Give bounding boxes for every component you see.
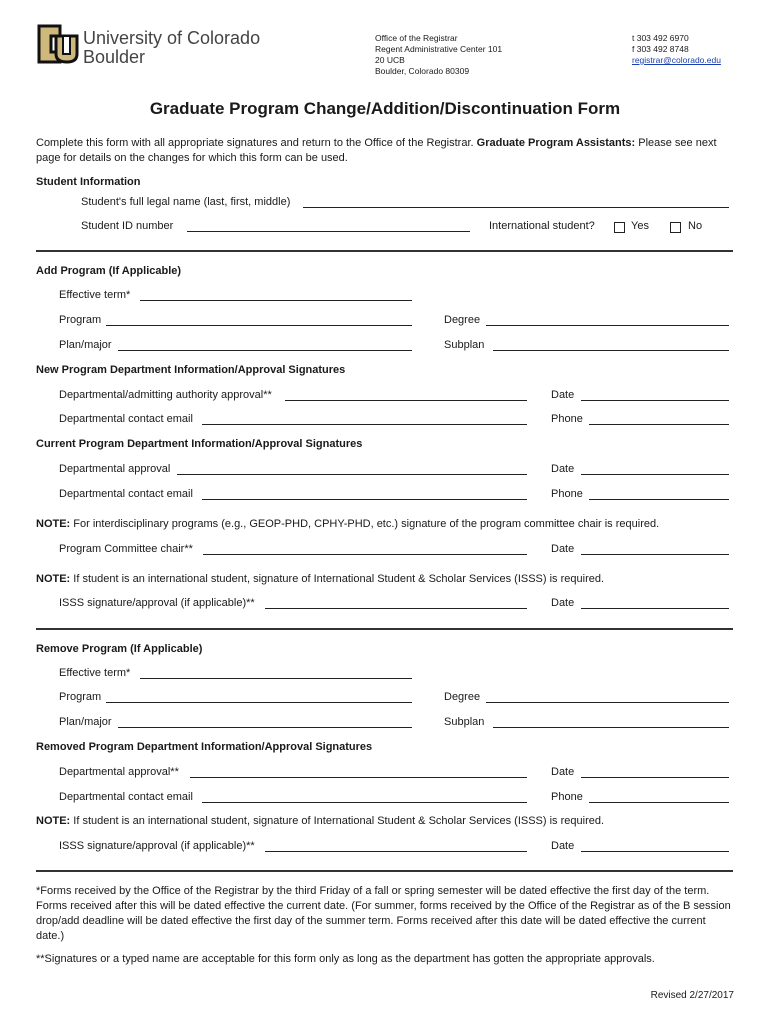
note-label: NOTE: — [36, 815, 71, 827]
add-plan-major-label: Plan/major — [59, 339, 112, 351]
note-label: NOTE: — [36, 518, 71, 530]
new-dept-approval-label: Departmental/admitting authority approval** — [59, 389, 272, 401]
removed-dept-email-field[interactable] — [202, 802, 527, 803]
add-program-label: Program — [59, 314, 102, 326]
removed-dept-date-field[interactable] — [581, 777, 729, 778]
isss-date-label: Date — [551, 597, 575, 609]
removed-dept-heading: Removed Program Department Information/Approval Signatures — [36, 741, 373, 753]
new-dept-phone-label: Phone — [551, 413, 583, 425]
office-address — [375, 33, 502, 77]
remove-subplan-field[interactable] — [493, 727, 729, 728]
note-text: For interdisciplinary programs (e.g., GEOP-PHD, CPHY-PHD, etc.) signature of the program committee chair is required. — [70, 518, 660, 530]
section-divider — [36, 628, 733, 630]
removed-dept-approval-label: Departmental approval** — [59, 766, 179, 778]
isss-date-label: Date — [551, 840, 575, 852]
removed-dept-phone-label: Phone — [551, 791, 583, 803]
student-id-label: Student ID number — [81, 220, 174, 232]
new-dept-date-field[interactable] — [581, 400, 729, 401]
new-dept-phone-field[interactable] — [589, 424, 729, 425]
add-effective-term-field[interactable] — [140, 300, 412, 301]
current-dept-date-field[interactable] — [581, 474, 729, 475]
add-degree-field[interactable] — [486, 325, 729, 326]
add-subplan-label: Subplan — [444, 339, 485, 351]
intro-paragraph — [36, 136, 736, 166]
remove-effective-term-label: Effective term* — [59, 667, 131, 679]
removed-dept-email-label: Departmental contact email — [59, 791, 193, 803]
add-program-heading: Add Program (If Applicable) — [36, 265, 182, 277]
current-dept-approval-field[interactable] — [177, 474, 527, 475]
add-subplan-field[interactable] — [493, 350, 729, 351]
isss-date-field[interactable] — [581, 851, 729, 852]
new-dept-email-field[interactable] — [202, 424, 527, 425]
remove-degree-field[interactable] — [486, 702, 729, 703]
remove-subplan-label: Subplan — [444, 716, 485, 728]
cu-logo — [36, 22, 261, 68]
international-yes-checkbox[interactable] — [614, 222, 625, 233]
student-info-heading: Student Information — [36, 176, 141, 188]
current-dept-approval-label: Departmental approval — [59, 463, 171, 475]
current-dept-email-field[interactable] — [202, 499, 527, 500]
remove-degree-label: Degree — [444, 691, 481, 703]
note-label: NOTE: — [36, 573, 71, 585]
form-title: Graduate Program Change/Addition/Discontinuation Form — [149, 99, 621, 118]
cu-logo-icon — [36, 22, 80, 66]
note-text: If student is an international student, signature of International Student & Scholar Services (ISSS) is required. — [70, 815, 605, 827]
office-line: Office of the Registrar — [375, 33, 458, 43]
office-line: 20 UCB — [375, 55, 405, 65]
office-line: Regent Administrative Center 101 — [375, 44, 503, 54]
section-divider — [36, 250, 733, 252]
forms-footnote: *Forms received by the Office of the Registrar by the third Friday of a fall or spring semester will be dated effective the first day of the term. Forms received after this will be dated effective the current date. (For summer, forms received by the Office of the Registrar as of the B session drop/add deadline will be dated effective the first day of the summer term. Forms received after this date will be dated effective the current date.) — [36, 885, 731, 942]
removed-dept-approval-field[interactable] — [190, 777, 527, 778]
committee-date-field[interactable] — [581, 554, 729, 555]
section-divider — [36, 870, 733, 872]
remove-program-label: Program — [59, 691, 102, 703]
phone-number: t 303 492 6970 — [632, 33, 689, 43]
remove-effective-term-field[interactable] — [140, 678, 412, 679]
isss-note — [36, 573, 604, 585]
new-dept-email-label: Departmental contact email — [59, 413, 193, 425]
add-degree-label: Degree — [444, 314, 481, 326]
current-dept-phone-field[interactable] — [589, 499, 729, 500]
logo-text-2: Boulder — [83, 47, 146, 67]
revised-date: Revised 2/27/2017 — [650, 990, 734, 1001]
add-plan-major-field[interactable] — [118, 350, 412, 351]
isss-signature-field[interactable] — [265, 608, 527, 609]
committee-chair-field[interactable] — [203, 554, 527, 555]
intro-text-after: Please see next page for details on the changes for which this form can be used. — [36, 137, 717, 164]
student-name-label: Student's full legal name (last, first, middle) — [81, 196, 291, 208]
logo-text-1: University of Colorado — [83, 28, 261, 48]
isss-signature-field[interactable] — [265, 851, 527, 852]
current-dept-phone-label: Phone — [551, 488, 583, 500]
new-dept-approval-field[interactable] — [285, 400, 527, 401]
note-text: If student is an international student, signature of International Student & Scholar Services (ISSS) is required. — [70, 573, 605, 585]
add-effective-term-label: Effective term* — [59, 289, 131, 301]
current-dept-date-label: Date — [551, 463, 575, 475]
fax-number: f 303 492 8748 — [632, 44, 689, 54]
current-dept-email-label: Departmental contact email — [59, 488, 193, 500]
isss-date-field[interactable] — [581, 608, 729, 609]
international-no-checkbox[interactable] — [670, 222, 681, 233]
interdisciplinary-note — [36, 518, 659, 530]
remove-plan-major-label: Plan/major — [59, 716, 112, 728]
isss-note — [36, 815, 604, 827]
remove-program-heading: Remove Program (If Applicable) — [36, 643, 203, 655]
remove-program-field[interactable] — [106, 702, 412, 703]
isss-signature-label: ISSS signature/approval (if applicable)** — [59, 597, 255, 609]
no-label: No — [688, 220, 703, 232]
student-name-field[interactable] — [303, 207, 729, 208]
add-program-field[interactable] — [106, 325, 412, 326]
committee-chair-label: Program Committee chair** — [59, 543, 193, 555]
office-line: Boulder, Colorado 80309 — [375, 66, 470, 76]
current-dept-heading: Current Program Department Information/Approval Signatures — [36, 438, 363, 450]
remove-plan-major-field[interactable] — [118, 727, 412, 728]
international-student-label: International student? — [489, 220, 595, 232]
intro-text: Complete this form with all appropriate signatures and return to the Office of the Registrar. — [36, 137, 477, 149]
registrar-email-link[interactable]: registrar@colorado.edu — [632, 55, 721, 65]
committee-date-label: Date — [551, 543, 575, 555]
removed-dept-phone-field[interactable] — [589, 802, 729, 803]
yes-label: Yes — [631, 220, 649, 232]
removed-dept-date-label: Date — [551, 766, 575, 778]
contact-info — [632, 33, 721, 66]
intro-bold-label: Graduate Program Assistants: — [476, 137, 636, 149]
signatures-footnote: **Signatures or a typed name are acceptable for this form only as long as the department has gotten the appropriate approvals. — [36, 953, 655, 965]
new-dept-date-label: Date — [551, 389, 575, 401]
isss-signature-label: ISSS signature/approval (if applicable)** — [59, 840, 255, 852]
student-id-field[interactable] — [187, 231, 470, 232]
new-dept-heading: New Program Department Information/Approval Signatures — [36, 364, 346, 376]
